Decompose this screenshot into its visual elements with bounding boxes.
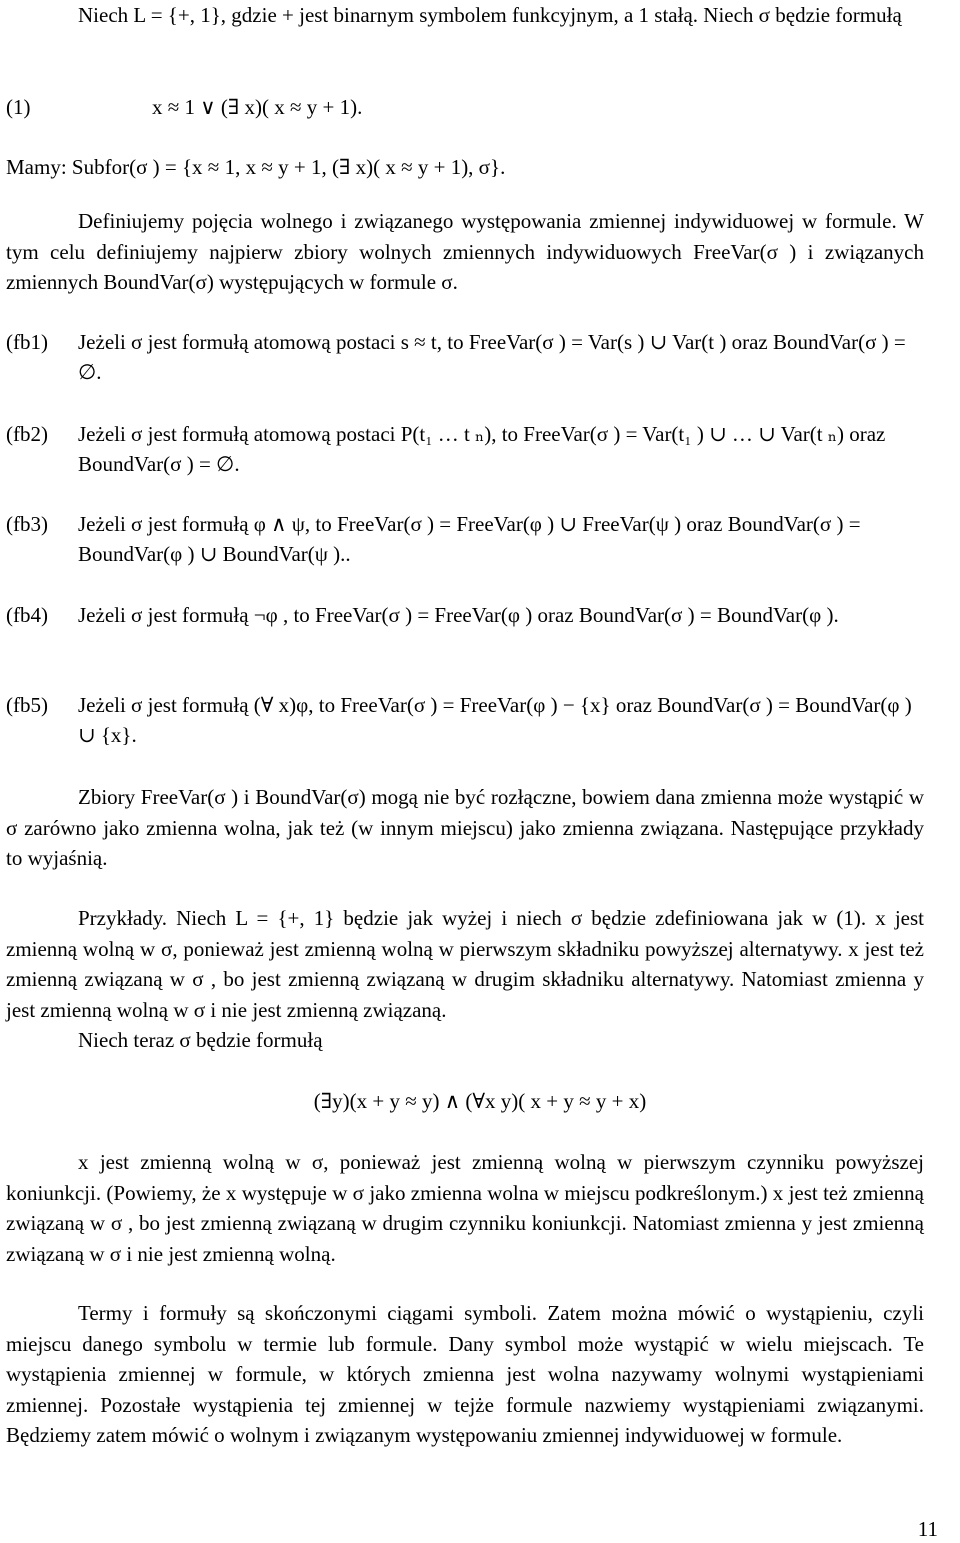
- rule-fb3: [6, 509, 924, 569]
- rule-text: Jeżeli σ jest formułą φ ∧ ψ, to FreeVar(σ ) = FreeVar(φ ) ∪ FreeVar(ψ ) oraz BoundVar(σ ) = BoundVar(φ ) ∪ BoundVar(ψ )..: [78, 512, 861, 566]
- rule-fb1: [6, 327, 924, 387]
- przyklady-paragraph: Przykłady. Niech L = {+, 1} będzie jak wyżej i niech σ będzie zdefiniowana jak w (1). x jest zmienną wolną w σ, ponieważ jest zmienną wolną w pierwszym składniku powyższej alternatywy. x jest też zmienną związaną w σ , bo jest zmienną związaną w drugim składniku alternatywy. Natomiast zmienna y jest zmienną wolną w σ i nie jest zmienną związaną.: [6, 906, 924, 1022]
- rule-label: (fb5): [6, 693, 48, 717]
- formula-2: (∃y)(x + y ≈ y) ∧ (∀x y)( x + y ≈ y + x): [313, 1089, 647, 1113]
- formula-1: [6, 92, 362, 122]
- formula-1-label: (1): [6, 95, 31, 119]
- x-wolna-paragraph: x jest zmienną wolną w σ, ponieważ jest zmienną wolną w pierwszym czynniku powyższej koniunkcji. (Powiemy, że x występuje w σ jako zmienna wolna w miejscu podkreślonym.) x jest też zmienną związaną w σ , bo jest zmienną związaną w drugim czynniku koniunkcji. Natomiast zmienna y jest zmienną związaną w σ i nie jest zmienną wolną.: [6, 1150, 924, 1266]
- rule-label: (fb2): [6, 422, 48, 446]
- rule-fb4: [6, 600, 924, 630]
- rule-label: (fb1): [6, 330, 48, 354]
- rule-label: (fb4): [6, 603, 48, 627]
- page-number: 11: [917, 1517, 938, 1541]
- niech-teraz-line: Niech teraz σ będzie formułą: [78, 1028, 323, 1052]
- zbiory-paragraph: Zbiory FreeVar(σ ) i BoundVar(σ) mogą nie być rozłączne, bowiem dana zmienna może wystąpić w σ zarówno jako zmienna wolna, jak też (w innym miejscu) jako zmienna związana. Następujące przykłady to wyjaśnią.: [6, 785, 924, 870]
- rule-label: (fb3): [6, 512, 48, 536]
- rule-fb2: [6, 419, 924, 479]
- rule-text: Jeżeli σ jest formułą (∀ x)φ, to FreeVar(σ ) = FreeVar(φ ) − {x} oraz BoundVar(σ ) = BoundVar(φ ) ∪ {x}.: [78, 693, 912, 747]
- intro-paragraph: Niech L = {+, 1}, gdzie + jest binarnym symbolem funkcyjnym, a 1 stałą. Niech σ będzie formułą: [78, 3, 902, 27]
- rule-text: Jeżeli σ jest formułą atomową postaci s ≈ t, to FreeVar(σ ) = Var(s ) ∪ Var(t ) oraz BoundVar(σ ) = ∅.: [78, 330, 906, 384]
- formula-1-text: x ≈ 1 ∨ (∃ x)( x ≈ y + 1).: [152, 95, 363, 119]
- termy-paragraph: Termy i formuły są skończonymi ciągami symboli. Zatem można mówić o wystąpieniu, czyli miejscu danego symbolu w termie lub formule. Dany symbol może wystąpić w wielu miejscach. Te wystąpienia zmiennej w formule, w których zmienna jest wolna nazywamy wolnymi wystąpieniami zmiennej. Pozostałe wystąpienia tej zmiennej w tejże formule nazwiemy wystąpieniami związanymi. Będziemy zatem mówić o wolnym i związanym występowaniu zmiennej indywiduowej w formule.: [6, 1301, 924, 1447]
- rule-text: Jeżeli σ jest formułą ¬φ , to FreeVar(σ ) = FreeVar(φ ) oraz BoundVar(σ ) = BoundVar(φ ).: [78, 603, 839, 627]
- definition-intro-paragraph: Definiujemy pojęcia wolnego i związanego występowania zmiennej indywiduowej w formule. W tym celu definiujemy najpierw zbiory wolnych zmiennych indywiduowych FreeVar(σ ) i związanych zmiennych BoundVar(σ) występujących w formule σ.: [6, 209, 924, 294]
- rule-text: Jeżeli σ jest formułą atomową postaci P(t₁ … t ₙ), to FreeVar(σ ) = Var(t₁ ) ∪ … ∪ Var(t ₙ) oraz BoundVar(σ ) = ∅.: [78, 422, 886, 476]
- subfor-line: Mamy: Subfor(σ ) = {x ≈ 1, x ≈ y + 1, (∃ x)( x ≈ y + 1), σ}.: [6, 155, 506, 179]
- rule-fb5: [6, 690, 924, 750]
